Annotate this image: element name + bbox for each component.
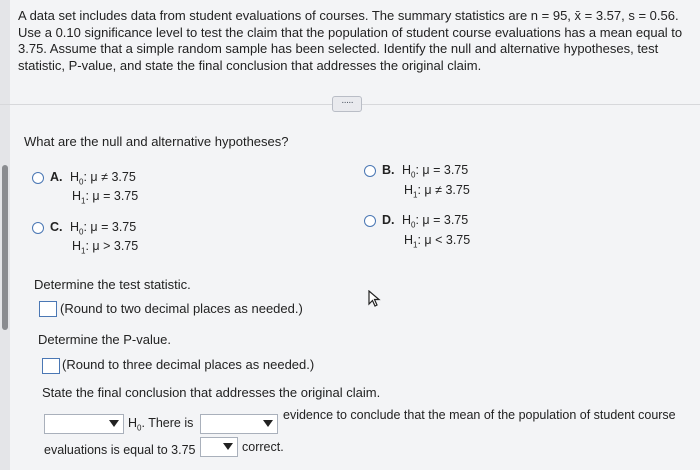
alt-hypothesis: $H_1$: μ = 3.75 [72,189,139,206]
option-letter: A. [50,170,63,184]
conclusion-h0: $H_0$. There is [128,416,194,433]
test-statistic-note: (Round to two decimal places as needed.) [60,301,303,316]
radio-option-d[interactable] [364,215,376,227]
expand-button[interactable]: ····· [332,96,362,112]
alt-hypothesis: $H_1$: μ > 3.75 [72,239,139,256]
conclusion-line2: evaluations is equal to 3.75 [44,443,196,457]
alt-hypothesis: $H_1$: μ < 3.75 [404,233,471,250]
radio-option-c[interactable] [32,222,44,234]
null-hypothesis: $H_0$: μ = 3.75 [402,163,469,180]
null-hypothesis: $H_0$: μ ≠ 3.75 [70,170,136,187]
pvalue-note: (Round to three decimal places as needed.) [62,357,315,372]
option-letter: C. [50,220,63,234]
radio-option-a[interactable] [32,172,44,184]
pvalue-input[interactable] [42,358,60,374]
option-letter: D. [382,213,395,227]
evidence-text: evidence to conclude that the mean of the population of student course [283,408,676,422]
option-letter: B. [382,163,395,177]
mouse-pointer-icon [368,290,382,308]
question-text: A data set includes data from student evaluations of courses. The summary statistics are n = 95, x̄ = 3.57, s = 0.56. Use a 0.10 significance level to test the claim that the population of student course evaluations has a mean equal to 3.75. Assume that a simple random sample has been selected. Identify the null and alternative hypotheses, test statistic, P-value, and state the final conclusion that addresses the original claim. [18,8,683,73]
chevron-down-icon [109,420,119,427]
hypotheses-prompt: What are the null and alternative hypotheses? [24,134,289,149]
pvalue-prompt: Determine the P-value. [38,332,171,347]
null-hypothesis: $H_0$: μ = 3.75 [402,213,469,230]
evidence-dropdown[interactable] [200,414,278,434]
null-hypothesis: $H_0$: μ = 3.75 [70,220,137,237]
test-statistic-prompt: Determine the test statistic. [34,277,191,292]
alt-hypothesis: $H_1$: μ ≠ 3.75 [404,183,470,200]
chevron-down-icon [223,443,233,450]
radio-option-b[interactable] [364,165,376,177]
chevron-down-icon [263,420,273,427]
correct-text: correct. [242,440,284,454]
test-statistic-input[interactable] [39,301,57,317]
scrollbar[interactable] [0,0,10,470]
conclusion-prompt: State the final conclusion that addresses the original claim. [42,385,381,400]
claim-dropdown[interactable] [200,437,238,457]
scrollbar-thumb[interactable] [2,165,8,330]
decision-dropdown[interactable] [44,414,124,434]
